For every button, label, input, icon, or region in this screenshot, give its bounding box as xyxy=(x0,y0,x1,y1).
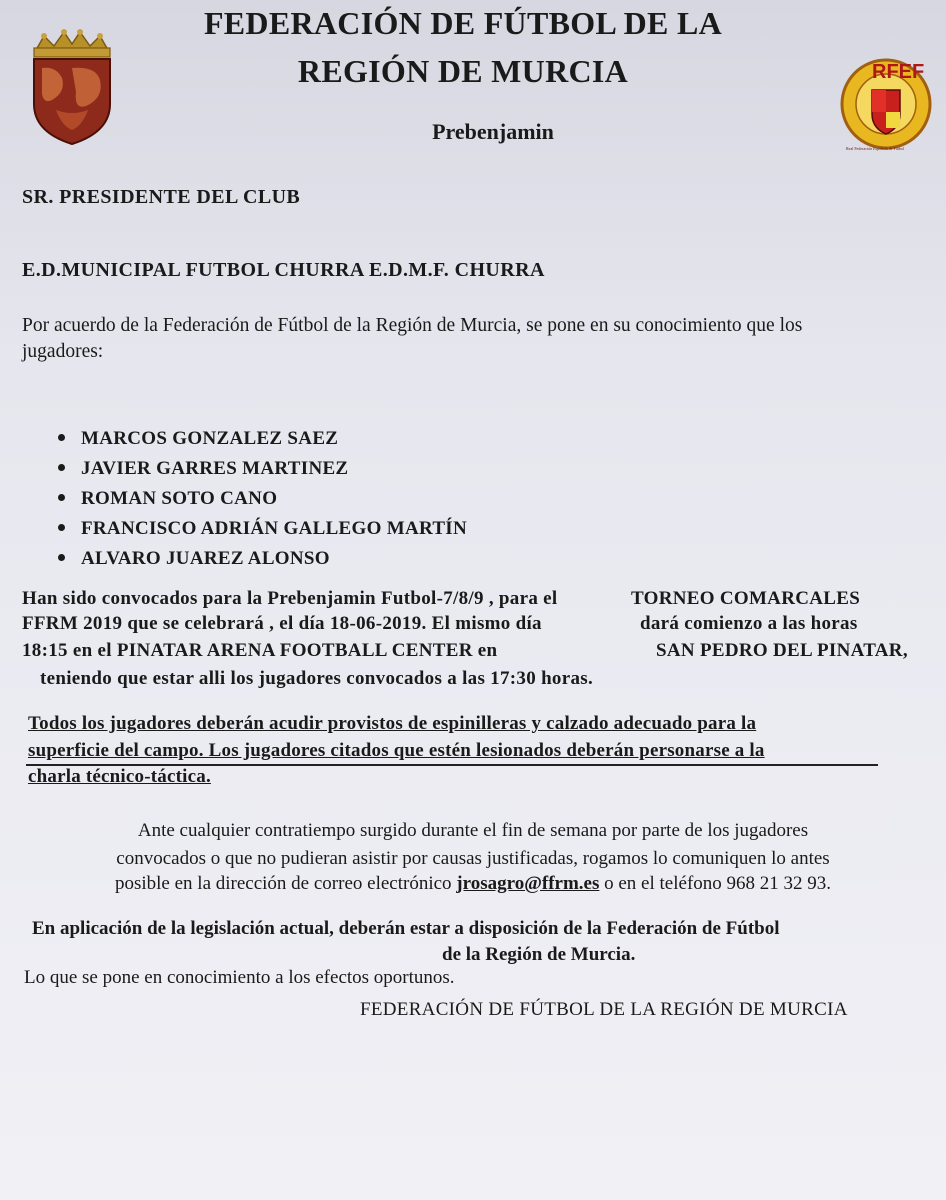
convocation-line2-right: dará comienzo a las horas xyxy=(640,613,858,634)
contact-line1: Ante cualquier contratiempo surgido durante el fin de semana por parte de los jugadores xyxy=(137,820,809,841)
bullet-icon xyxy=(58,494,65,501)
club-name: E.D.MUNICIPAL FUTBOL CHURRA E.D.M.F. CHURRA xyxy=(22,259,545,281)
player-name: ROMAN SOTO CANO xyxy=(81,488,278,509)
convocation-line1-left: Han sido convocados para la Prebenjamin Futbol-7/8/9 , para el xyxy=(22,588,558,609)
federation-title-line2: REGIÓN DE MURCIA xyxy=(297,53,629,89)
intro-line1: Por acuerdo de la Federación de Fútbol de la Región de Murcia, se pone en su conocimiento que los xyxy=(22,315,803,336)
rfef-logo-icon xyxy=(836,48,936,158)
convocation-line3-right: SAN PEDRO DEL PINATAR, xyxy=(656,640,908,661)
notice-line1: Todos los jugadores deberán acudir provistos de espinilleras y calzado adecuado para la xyxy=(28,713,757,734)
list-item xyxy=(58,455,467,485)
federation-title-line1: FEDERACIÓN DE FÚTBOL DE LA xyxy=(203,5,723,41)
player-name: ALVARO JUAREZ ALONSO xyxy=(81,548,330,569)
notice-line3: charla técnico-táctica. xyxy=(28,766,211,787)
player-name: JAVIER GARRES MARTINEZ xyxy=(81,458,349,479)
email-link[interactable]: jrosagro@ffrm.es xyxy=(456,873,600,894)
bullet-icon xyxy=(58,464,65,471)
player-list xyxy=(58,425,467,575)
closing-line: Lo que se pone en conocimiento a los efectos oportunos. xyxy=(24,967,455,988)
convocation-line1-right: TORNEO COMARCALES xyxy=(631,588,861,609)
list-item xyxy=(58,515,467,545)
bullet-icon xyxy=(58,554,65,561)
bullet-icon xyxy=(58,524,65,531)
intro-line2: jugadores: xyxy=(22,341,104,362)
convocation-line2-left: FFRM 2019 que se celebrará , el día 18-06-2019. El mismo día xyxy=(22,613,542,634)
legal-line1: En aplicación de la legislación actual, deberán estar a disposición de la Federación de Fútbol xyxy=(32,918,780,939)
list-item xyxy=(58,485,467,515)
player-name: MARCOS GONZALEZ SAEZ xyxy=(81,428,339,449)
contact-line3-pre: posible en la dirección de correo electrónico xyxy=(114,873,452,894)
notice-line2: superficie del campo. Los jugadores citados que estén lesionados deberán personarse a la xyxy=(28,740,765,761)
bullet-icon xyxy=(58,434,65,441)
list-item xyxy=(58,425,467,455)
player-name: FRANCISCO ADRIÁN GALLEGO MARTÍN xyxy=(81,518,468,539)
notice-rule xyxy=(26,764,878,766)
list-item xyxy=(58,545,467,575)
legal-line2: de la Región de Murcia. xyxy=(442,944,636,965)
contact-line3-post: o en el teléfono 968 21 32 93. xyxy=(604,873,832,894)
convocation-line4: teniendo que estar alli los jugadores convocados a las 17:30 horas. xyxy=(40,668,594,689)
category-label: Prebenjamin xyxy=(432,119,554,144)
rfef-logo-text: RFEF xyxy=(872,61,925,83)
signature: FEDERACIÓN DE FÚTBOL DE LA REGIÓN DE MURCIA xyxy=(360,999,848,1020)
convocation-line3-left: 18:15 en el PINATAR ARENA FOOTBALL CENTER en xyxy=(22,640,498,661)
rfef-logo-script: Real Federación Española de Fútbol xyxy=(846,146,904,151)
contact-line3 xyxy=(0,873,946,895)
recipient-title: SR. PRESIDENTE DEL CLUB xyxy=(22,186,301,208)
contact-line2: convocados o que no pudieran asistir por causas justificadas, rogamos lo comuniquen lo antes xyxy=(116,848,830,869)
